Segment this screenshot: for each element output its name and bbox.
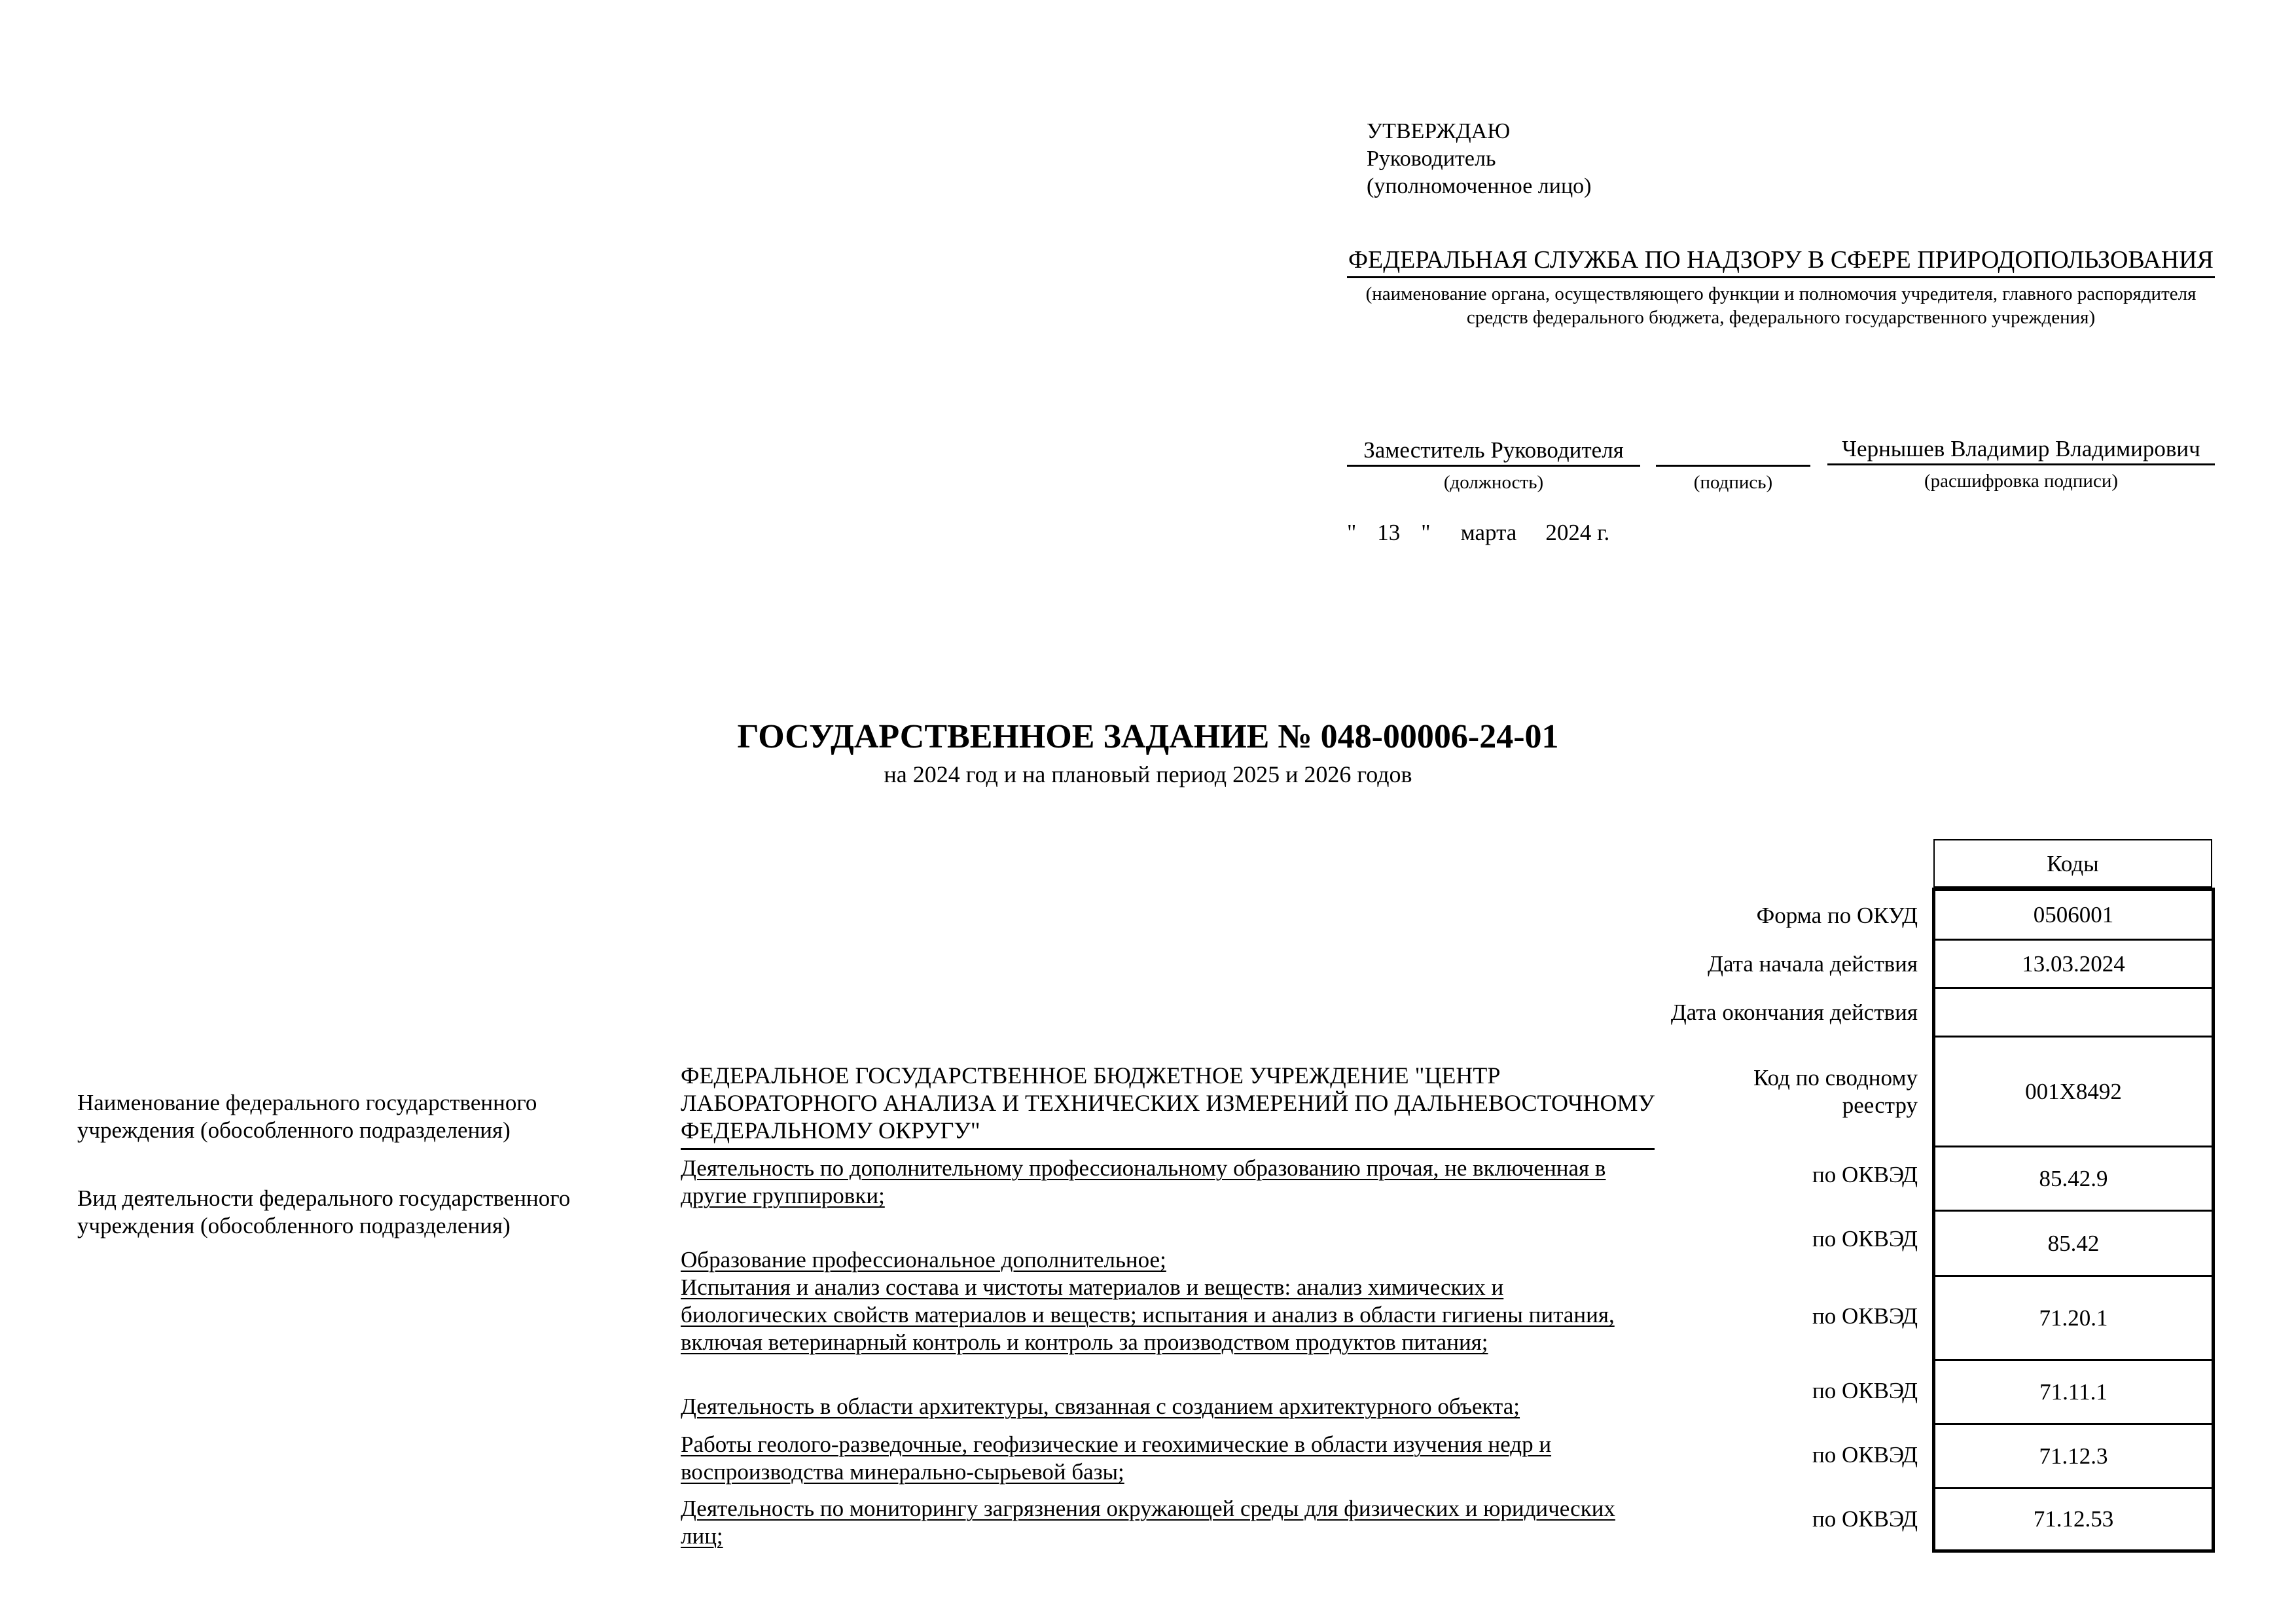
founder-organization-name: ФЕДЕРАЛЬНАЯ СЛУЖБА ПО НАДЗОРУ В СФЕРЕ ПРИРОДОПОЛЬЗОВАНИЯ — [1347, 246, 2215, 278]
code-label-okved-1: по ОКВЭД — [1812, 1162, 1918, 1187]
code-value-okved-5: 71.12.3 — [1935, 1425, 2212, 1489]
approval-block — [1367, 118, 1592, 200]
code-label-okved-2: по ОКВЭД — [1812, 1226, 1918, 1252]
code-value-okved-4: 71.11.1 — [1935, 1361, 2212, 1425]
signer-position-caption: (должность) — [1443, 472, 1544, 493]
code-label-okved-5: по ОКВЭД — [1812, 1442, 1918, 1468]
approval-role-note: (уполномоченное лицо) — [1367, 174, 1592, 198]
signer-name-field — [1827, 435, 2215, 493]
code-value-end-date — [1935, 989, 2212, 1038]
activity-label: Вид деятельности федерального государственного учреждения (обособленного подразделения) — [77, 1185, 571, 1238]
code-label-okved-6: по ОКВЭД — [1812, 1506, 1918, 1532]
institution-label: Наименование федерального государственного учреждения (обособленного подразделения) — [77, 1090, 537, 1143]
date-quote-open: " — [1347, 520, 1357, 545]
date-month: марта — [1460, 520, 1517, 545]
document-subtitle: на 2024 год и на плановый период 2025 и 2026 годов — [884, 761, 1412, 787]
codes-table — [1932, 888, 2215, 1553]
founder-organization — [1347, 246, 2215, 329]
approval-date — [1347, 518, 1609, 547]
signature-line — [1656, 436, 1810, 467]
activity-item-4: Деятельность в области архитектуры, связанная с созданием архитектурного объекта; — [681, 1394, 1520, 1419]
code-label-end-date: Дата окончания действия — [1670, 1000, 1918, 1025]
code-label-start-date: Дата начала действия — [1708, 951, 1918, 977]
founder-organization-caption: (наименование органа, осуществляющего функции и полномочия учредителя, главного распорядителя средств федерального бюджета, федерального государственного учреждения) — [1365, 283, 2197, 328]
date-quote-close: " — [1421, 520, 1431, 545]
activity-item-1: Деятельность по дополнительному профессиональному образованию прочая, не включенная в другие группировки; — [681, 1155, 1606, 1208]
code-label-registry-text: Код по сводному реестру — [1753, 1065, 1918, 1118]
institution-name: ФЕДЕРАЛЬНОЕ ГОСУДАРСТВЕННОЕ БЮДЖЕТНОЕ УЧРЕЖДЕНИЕ "ЦЕНТР ЛАБОРАТОРНОГО АНАЛИЗА И ТЕХНИЧЕСКИХ ИЗМЕРЕНИЙ ПО ДАЛЬНЕВОСТОЧНОМУ ФЕДЕРАЛЬНОМУ ОКРУГУ" — [681, 1062, 1655, 1150]
code-value-start-date: 13.03.2024 — [1935, 941, 2212, 989]
code-label-okved-4: по ОКВЭД — [1812, 1378, 1918, 1403]
activity-item-5: Работы геолого-разведочные, геофизические и геохимические в области изучения недр и воспроизводства минерально-сырьевой базы; — [681, 1432, 1552, 1485]
approval-heading: УТВЕРЖДАЮ — [1367, 119, 1511, 143]
signer-name: Чернышев Владимир Владимирович — [1827, 435, 2215, 465]
activity-item-2: Образование профессиональное дополнительное; — [681, 1247, 1166, 1272]
signature-field — [1656, 436, 1810, 494]
code-value-okved-1: 85.42.9 — [1935, 1147, 2212, 1212]
document-title: ГОСУДАРСТВЕННОЕ ЗАДАНИЕ № 048-00006-24-01 — [737, 718, 1559, 755]
code-value-okved-6: 71.12.53 — [2033, 1506, 2114, 1532]
signature-caption: (подпись) — [1693, 472, 1773, 493]
code-value-okved-2: 85.42 — [1935, 1212, 2212, 1277]
code-value-registry: 001Х8492 — [1935, 1038, 2212, 1147]
signer-name-caption: (расшифровка подписи) — [1924, 471, 2119, 492]
code-value-okud: 0506001 — [1935, 891, 2212, 941]
signer-position: Заместитель Руководителя — [1347, 436, 1640, 467]
code-value-okved-3: 71.20.1 — [1935, 1277, 2212, 1361]
signer-position-field — [1347, 436, 1640, 494]
activity-item-3: Испытания и анализ состава и чистоты материалов и веществ: анализ химических и биологических свойств материалов и веществ; испытания и анализ в области гигиены питания, включая ветеринарный контроль и контроль за производством продуктов питания; — [681, 1274, 1615, 1355]
code-label-okud: Форма по ОКУД — [1756, 903, 1918, 928]
codes-header: Коды — [1933, 839, 2212, 888]
date-year: 2024 г. — [1545, 520, 1610, 545]
date-day: 13 — [1377, 520, 1401, 545]
activity-item-6: Деятельность по мониторингу загрязнения окружающей среды для физических и юридических лиц; — [681, 1496, 1615, 1549]
approval-role: Руководитель — [1367, 147, 1496, 171]
code-label-okved-3: по ОКВЭД — [1812, 1303, 1918, 1329]
